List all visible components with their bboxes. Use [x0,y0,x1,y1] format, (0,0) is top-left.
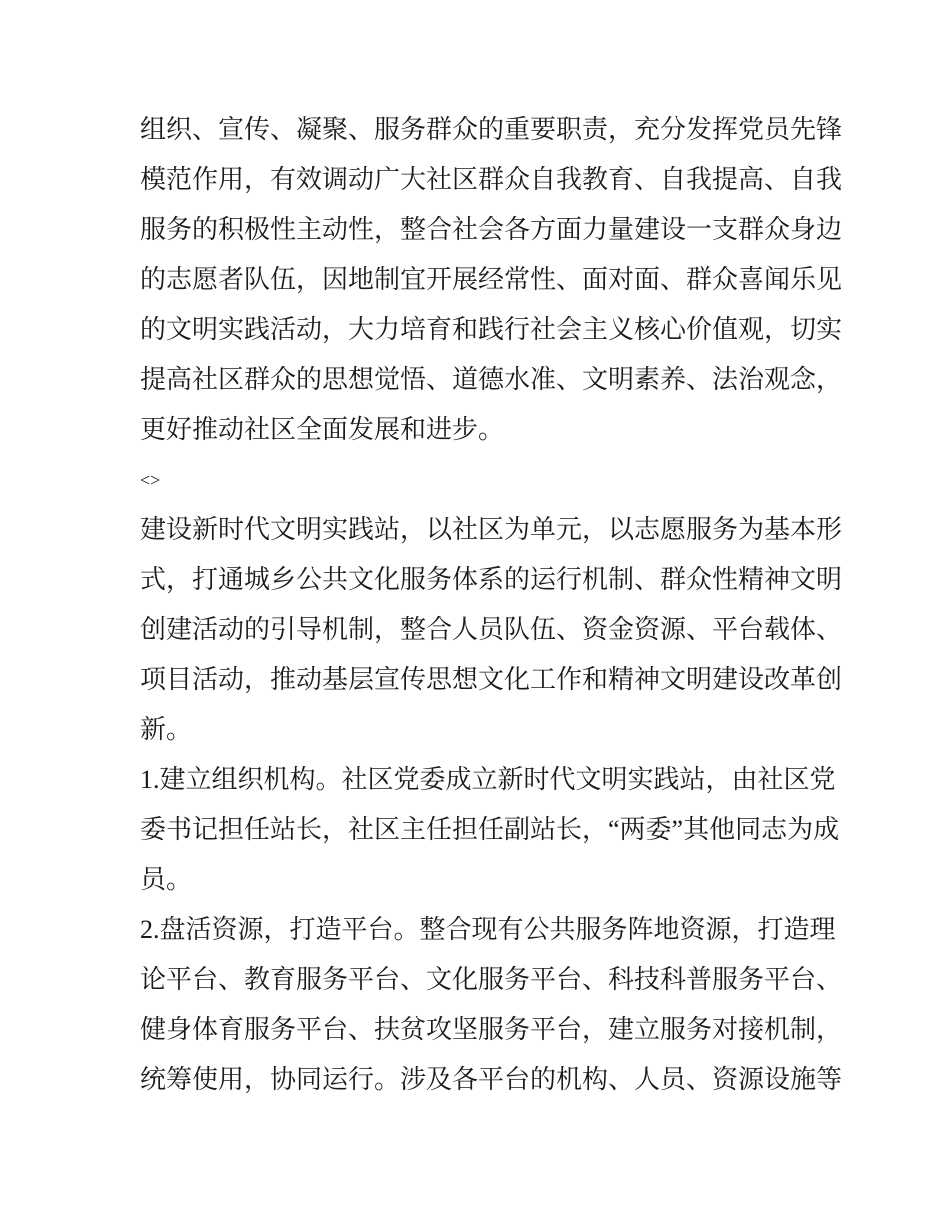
numbered-item-1: 1.建立组织机构。社区党委成立新时代文明实践站，由社区党 [140,765,836,794]
text-line: 式，打通城乡公共文化服务体系的运行机制、群众性精神文明 [140,565,843,594]
text-line: 建设新时代文明实践站，以社区为单元，以志愿服务为基本形 [140,515,843,544]
separator-marker: <> [140,470,161,490]
document-body [140,105,843,1105]
text-line: 组织、宣传、凝聚、服务群众的重要职责，充分发挥党员先锋 [140,115,843,144]
text-line: 新。 [140,715,193,744]
text-line: 项目活动，推动基层宣传思想文化工作和精神文明建设改革创 [140,665,843,694]
text-line: 提高社区群众的思想觉悟、道德水准、文明素养、法治观念， [140,365,843,394]
numbered-item-2: 2.盘活资源，打造平台。整合现有公共服务阵地资源，打造理 [140,915,836,944]
text-line: 健身体育服务平台、扶贫攻坚服务平台，建立服务对接机制， [140,1015,843,1044]
text-line: 论平台、教育服务平台、文化服务平台、科技科普服务平台、 [140,965,843,994]
text-line: 委书记担任站长，社区主任担任副站长，“两委”其他同志为成 [140,815,840,844]
text-line: 员。 [140,865,193,894]
text-line: 的志愿者队伍，因地制宜开展经常性、面对面、群众喜闻乐见 [140,265,843,294]
text-line: 更好推动社区全面发展和进步。 [140,415,505,444]
text-line: 的文明实践活动，大力培育和践行社会主义核心价值观，切实 [140,315,843,344]
text-line: 模范作用，有效调动广大社区群众自我教育、自我提高、自我 [140,165,843,194]
text-line: 统筹使用，协同运行。涉及各平台的机构、人员、资源设施等 [140,1065,843,1094]
text-line: 创建活动的引导机制，整合人员队伍、资金资源、平台载体、 [140,615,843,644]
text-line: 服务的积极性主动性，整合社会各方面力量建设一支群众身边 [140,215,843,244]
